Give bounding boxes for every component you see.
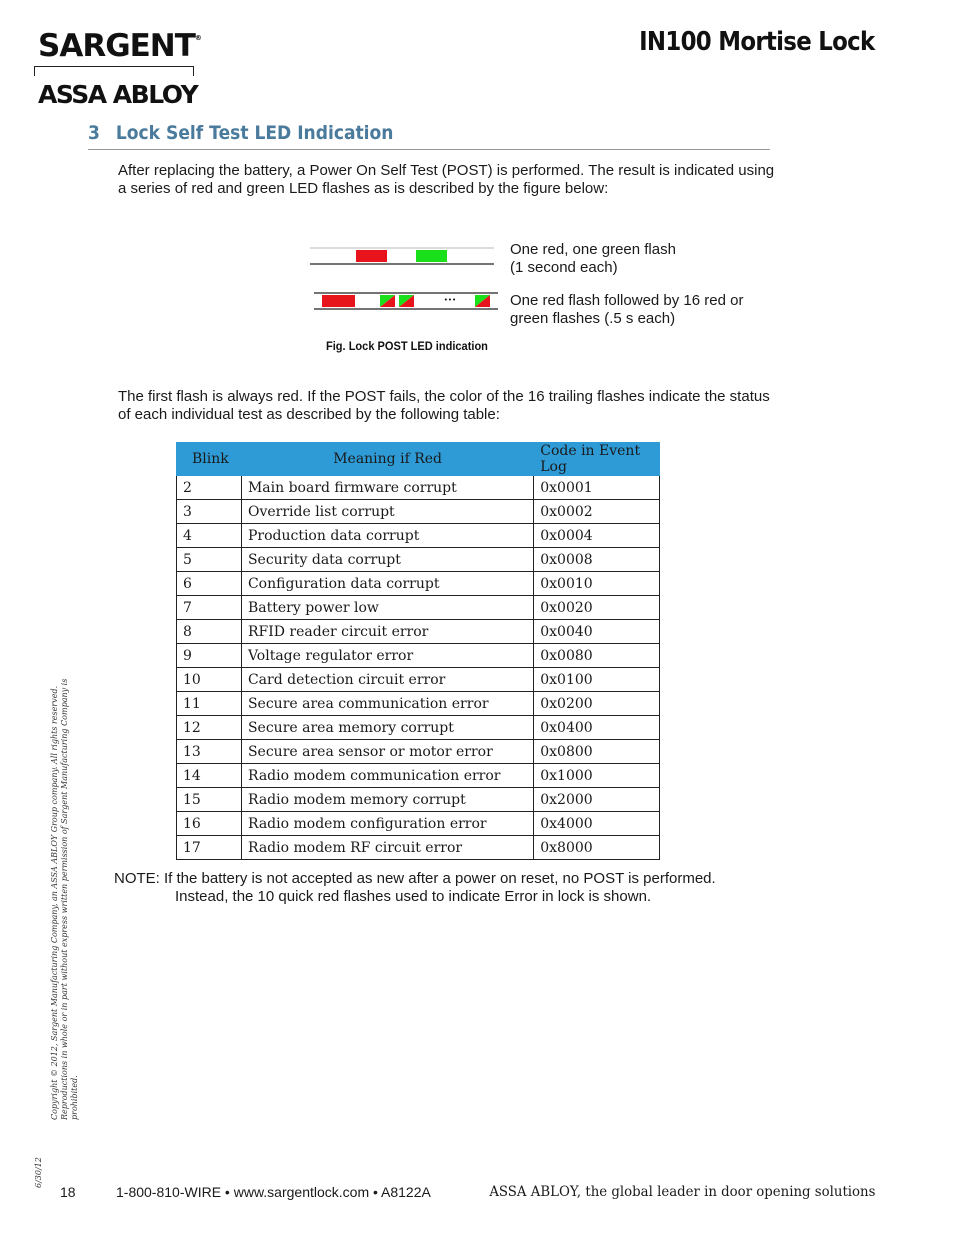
cell-code: 0x0008 bbox=[534, 548, 660, 572]
cell-code: 0x0040 bbox=[534, 620, 660, 644]
cell-meaning: RFID reader circuit error bbox=[241, 620, 533, 644]
figure-caption: Fig. Lock POST LED indication bbox=[326, 339, 488, 353]
led-sequence-2 bbox=[314, 293, 498, 309]
cell-blink: 11 bbox=[177, 692, 242, 716]
cell-code: 0x0002 bbox=[534, 500, 660, 524]
logo-divider-mask bbox=[36, 69, 192, 77]
cell-code: 0x0001 bbox=[534, 476, 660, 500]
page-number: 18 bbox=[60, 1184, 76, 1200]
red-first-flash bbox=[322, 295, 355, 307]
table-body bbox=[177, 476, 660, 860]
green-flash-1 bbox=[416, 250, 447, 262]
cell-meaning: Card detection circuit error bbox=[241, 668, 533, 692]
table-row bbox=[177, 620, 660, 644]
table-row bbox=[177, 836, 660, 860]
cell-meaning: Security data corrupt bbox=[241, 548, 533, 572]
cell-meaning: Radio modem RF circuit error bbox=[241, 836, 533, 860]
cell-code: 0x1000 bbox=[534, 764, 660, 788]
document-title: IN100 Mortise Lock bbox=[639, 27, 875, 57]
cell-meaning: Voltage regulator error bbox=[241, 644, 533, 668]
cell-blink: 2 bbox=[177, 476, 242, 500]
table-row bbox=[177, 692, 660, 716]
footer-contact: 1-800-810-WIRE • www.sargentlock.com • A8122A bbox=[116, 1184, 431, 1200]
figure-label-1-line2: (1 second each) bbox=[510, 259, 618, 276]
registered-mark: ® bbox=[194, 34, 201, 42]
cell-meaning: Override list corrupt bbox=[241, 500, 533, 524]
cell-code: 0x0400 bbox=[534, 716, 660, 740]
cell-blink: 10 bbox=[177, 668, 242, 692]
cell-meaning: Secure area memory corrupt bbox=[241, 716, 533, 740]
cell-code: 0x2000 bbox=[534, 788, 660, 812]
cell-meaning: Radio modem configuration error bbox=[241, 812, 533, 836]
cell-blink: 15 bbox=[177, 788, 242, 812]
table-intro-paragraph: The first flash is always red. If the POST fails, the color of the 16 trailing flashes indicate the status of each individual test as described by the following table: bbox=[118, 388, 770, 423]
table-row bbox=[177, 548, 660, 572]
figure-label-1 bbox=[510, 241, 676, 277]
cell-code: 0x8000 bbox=[534, 836, 660, 860]
table-row bbox=[177, 524, 660, 548]
cell-meaning: Radio modem memory corrupt bbox=[241, 788, 533, 812]
cell-meaning: Secure area sensor or motor error bbox=[241, 740, 533, 764]
assa-abloy-logo: ASSA ABLOY bbox=[38, 80, 198, 109]
cell-code: 0x0080 bbox=[534, 644, 660, 668]
table-row bbox=[177, 572, 660, 596]
cell-code: 0x0004 bbox=[534, 524, 660, 548]
cell-meaning: Production data corrupt bbox=[241, 524, 533, 548]
cell-blink: 3 bbox=[177, 500, 242, 524]
cell-blink: 8 bbox=[177, 620, 242, 644]
revision-date: 6/30/12 bbox=[34, 1157, 43, 1188]
table-row bbox=[177, 500, 660, 524]
cell-blink: 13 bbox=[177, 740, 242, 764]
cell-code: 0x4000 bbox=[534, 812, 660, 836]
table-row bbox=[177, 740, 660, 764]
section-title: Lock Self Test LED Indication bbox=[115, 122, 394, 144]
cell-code: 0x0200 bbox=[534, 692, 660, 716]
cell-code: 0x0100 bbox=[534, 668, 660, 692]
cell-blink: 14 bbox=[177, 764, 242, 788]
table-row bbox=[177, 644, 660, 668]
table-row bbox=[177, 596, 660, 620]
table-row bbox=[177, 764, 660, 788]
figure-label-1-line1: One red, one green flash bbox=[510, 241, 676, 258]
copyright-line-1: Copyright © 2012, Sargent Manufacturing Company, an ASSA ABLOY Group company. All rights reserved. bbox=[50, 685, 59, 1120]
header-meaning: Meaning if Red bbox=[241, 443, 533, 476]
cell-code: 0x0010 bbox=[534, 572, 660, 596]
blink-code-table bbox=[176, 442, 660, 860]
section-heading bbox=[88, 122, 393, 144]
cell-meaning: Configuration data corrupt bbox=[241, 572, 533, 596]
note bbox=[114, 870, 814, 906]
post-led-figure bbox=[308, 240, 500, 320]
table-header-row bbox=[177, 443, 660, 476]
note-line-1: NOTE: If the battery is not accepted as new after a power on reset, no POST is performed. bbox=[114, 870, 716, 887]
copyright-line-2: Reproductions in whole or in part without express written permission of Sargent Manufacturing Company is prohibited. bbox=[60, 678, 79, 1120]
cell-blink: 6 bbox=[177, 572, 242, 596]
note-line-2: Instead, the 10 quick red flashes used to indicate Error in lock is shown. bbox=[175, 888, 652, 905]
cell-meaning: Battery power low bbox=[241, 596, 533, 620]
table-row bbox=[177, 476, 660, 500]
cell-blink: 4 bbox=[177, 524, 242, 548]
header-code: Code in Event Log bbox=[534, 443, 660, 476]
cell-code: 0x0020 bbox=[534, 596, 660, 620]
section-number: 3 bbox=[88, 122, 100, 144]
cell-blink: 16 bbox=[177, 812, 242, 836]
table-row bbox=[177, 788, 660, 812]
table-row bbox=[177, 812, 660, 836]
brand-name: SARGENT bbox=[38, 28, 195, 64]
copyright-notice bbox=[50, 660, 80, 1120]
footer-tagline: ASSA ABLOY, the global leader in door opening solutions bbox=[488, 1184, 875, 1200]
cell-blink: 12 bbox=[177, 716, 242, 740]
cell-meaning: Secure area communication error bbox=[241, 692, 533, 716]
header-blink: Blink bbox=[177, 443, 242, 476]
cell-code: 0x0800 bbox=[534, 740, 660, 764]
ellipsis-dots: ••• bbox=[443, 296, 457, 304]
led-sequence-1 bbox=[310, 248, 494, 264]
cell-meaning: Main board firmware corrupt bbox=[241, 476, 533, 500]
cell-blink: 7 bbox=[177, 596, 242, 620]
figure-label-2-line2: green flashes (.5 s each) bbox=[510, 310, 676, 327]
table-row bbox=[177, 716, 660, 740]
table-row bbox=[177, 668, 660, 692]
figure-label-2 bbox=[510, 292, 743, 328]
intro-paragraph: After replacing the battery, a Power On Self Test (POST) is performed. The result is indicated using a series of red and green LED flashes as is described by the figure below: bbox=[118, 162, 775, 197]
cell-blink: 17 bbox=[177, 836, 242, 860]
section-divider bbox=[88, 149, 770, 150]
figure-label-2-line1: One red flash followed by 16 red or bbox=[510, 292, 744, 309]
sargent-logo bbox=[38, 28, 201, 64]
red-flash-1 bbox=[356, 250, 387, 262]
cell-blink: 9 bbox=[177, 644, 242, 668]
cell-blink: 5 bbox=[177, 548, 242, 572]
cell-meaning: Radio modem communication error bbox=[241, 764, 533, 788]
